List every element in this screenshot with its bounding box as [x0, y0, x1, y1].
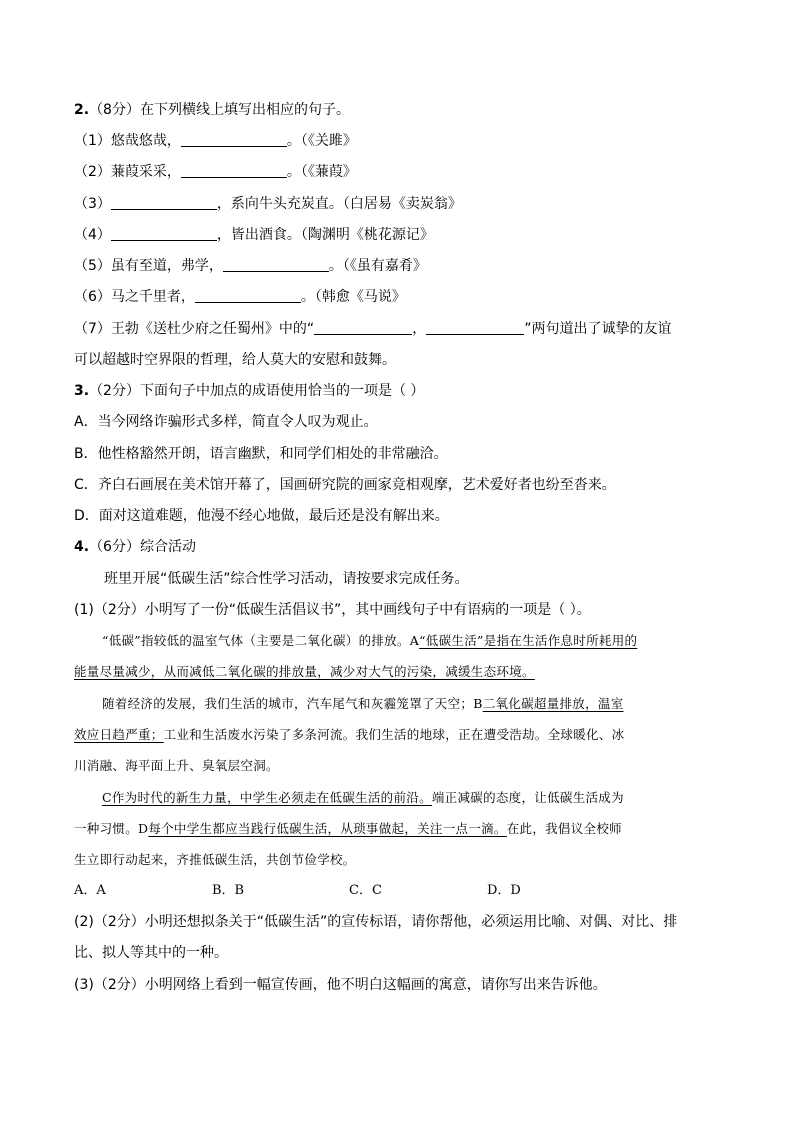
q3-option-a[interactable]: A．当今网络诈骗形式多样，简直令人叹为观止。 [74, 414, 378, 430]
q2-l3-post: ，系向牛头充炭直。（白居易《卖炭翁》 [216, 196, 462, 212]
q3-header [74, 382, 424, 400]
q2-header-text: （8分）在下列横线上填写出相应的句子。 [89, 102, 350, 118]
q4-sub-2-line2: 比、拟人等其中的一种。 [74, 945, 228, 961]
answer-blank[interactable] [314, 320, 412, 335]
passage-p1-line1 [102, 632, 637, 650]
answer-blank[interactable] [111, 195, 217, 210]
q3-option-d[interactable]: D．面对这道难题，他漫不经心地做，最后还是没有解出来。 [74, 508, 449, 524]
underlined-sentence-d: 每个中学生都应当践行低碳生活，从琐事做起，关注一点一滴。 [148, 821, 507, 836]
q2-l7-pre: 王勃《送杜少府之任蜀州》中的“ [110, 321, 315, 337]
q2-l2-pre: 蒹葭采采， [110, 164, 181, 180]
answer-blank[interactable] [426, 320, 524, 335]
q2-l5-post: 。（《虽有嘉肴》 [328, 258, 427, 274]
q2-line-2 [74, 163, 357, 181]
q4-header [74, 538, 196, 556]
q4-sub-2-line1: (2)（2分）小明还想拟条关于“低碳生活”的宣传标语，请你帮他，必须运用比喻、对偶、对比、排 [74, 914, 678, 930]
q4-sub-1: (1)（2分）小明写了一份“低碳生活倡议书”，其中画线句子中有语病的一项是（ ）。 [74, 602, 591, 618]
passage-text: 一种习惯。D [74, 821, 149, 836]
q2-l6-pre: 马之千里者， [110, 289, 195, 305]
q2-l7-num: （7） [74, 321, 111, 337]
q4-1-option-c[interactable]: C．C [349, 883, 382, 898]
q2-line-4 [74, 226, 434, 244]
q2-line-7-cont: 可以超越时空界限的哲理，给人莫大的安慰和鼓舞。 [74, 352, 396, 368]
q4-header-text: （6分）综合活动 [89, 539, 196, 555]
q2-line-6 [74, 288, 406, 306]
passage-text: 工业和生活废水污染了多条河流。我们生活的地球，正在遭受浩劫。全球暖化、冰 [163, 727, 625, 742]
q3-header-text: （2分）下面句子中加点的成语使用恰当的一项是（ ） [89, 383, 425, 399]
passage-text: 随着经济的发展，我们生活的城市，汽车尾气和灰霾笼罩了天空；B [102, 696, 483, 711]
q4-1-option-d[interactable]: D．D [487, 883, 521, 898]
q2-l1-post: 。（《关雎》 [286, 133, 357, 149]
answer-blank[interactable] [111, 226, 217, 241]
passage-p3-line2 [74, 820, 622, 838]
q2-line-5 [74, 257, 427, 275]
q4-1-option-b[interactable]: B．B [212, 883, 245, 898]
q2-line-3 [74, 195, 462, 213]
passage-text: 端正减碳的态度，让低碳生活成为 [431, 790, 624, 805]
passage-p2-line1 [102, 695, 624, 713]
answer-blank[interactable] [195, 288, 301, 303]
q4-sub-3: (3)（2分）小明网络上看到一幅宣传画，他不明白这幅画的寓意，请你写出来告诉他。 [74, 977, 607, 993]
q2-line-1 [74, 132, 357, 150]
q2-l3-num: （3） [74, 196, 111, 212]
passage-text: 在此，我倡议全校师 [506, 821, 622, 836]
q4-number: 4. [74, 539, 90, 555]
answer-blank[interactable] [181, 163, 287, 178]
passage-p3-line3: 生立即行动起来，齐推低碳生活，共创节俭学校。 [74, 852, 356, 867]
passage-p3-line1 [102, 789, 624, 807]
q4-intro: 班里开展“低碳生活”综合性学习活动，请按要求完成任务。 [104, 571, 469, 587]
q2-l2-num: （2） [74, 164, 111, 180]
q4-1-option-a[interactable]: A．A [74, 883, 106, 898]
q2-header [74, 101, 350, 119]
passage-text: “低碳”指较低的温室气体（主要是二氧化碳）的排放。A [102, 633, 420, 648]
q2-l5-pre: 虽有至道，弗学， [110, 258, 223, 274]
q2-l6-num: （6） [74, 289, 111, 305]
underlined-sentence-a: “低碳生活”是指在生活作息时所耗用的 [419, 633, 638, 648]
q2-l7-mid: ， [412, 321, 427, 337]
answer-blank[interactable] [223, 257, 329, 272]
q3-option-b[interactable]: B．他性格豁然开朗，语言幽默，和同学们相处的非常融洽。 [74, 446, 448, 462]
underlined-sentence-b: 二氧化碳超量排放，温室 [482, 696, 624, 711]
passage-p2-line2 [74, 726, 624, 744]
q2-l1-pre: 悠哉悠哉， [110, 133, 181, 149]
q2-line-7 [74, 320, 671, 338]
q3-option-c[interactable]: C．齐白石画展在美术馆开幕了，国画研究院的画家竞相观摩，艺术爱好者也纷至沓来。 [74, 477, 616, 493]
q2-l1-num: （1） [74, 133, 111, 149]
underlined-sentence-b-cont: 效应日趋严重； [74, 727, 164, 742]
passage-p2-line3: 川消融、海平面上升、臭氧层空洞。 [74, 758, 279, 773]
passage-p1-line2 [74, 663, 535, 681]
q2-l4-num: （4） [74, 227, 111, 243]
q2-l6-post: 。（韩愈《马说》 [300, 289, 406, 305]
answer-blank[interactable] [181, 132, 287, 147]
q2-l7-post: ”两句道出了诚挚的友谊 [524, 321, 672, 337]
q2-l5-num: （5） [74, 258, 111, 274]
underlined-sentence-a-cont: 能量尽量减少，从而减低二氧化碳的排放量，减少对大气的污染，减缓生态环境。 [74, 664, 535, 679]
q3-number: 3. [74, 383, 90, 399]
q2-l2-post: 。（《蒹葭》 [286, 164, 357, 180]
q2-l4-post: ，皆出酒食。（陶渊明《桃花源记》 [216, 227, 434, 243]
q2-number: 2. [74, 102, 90, 118]
underlined-sentence-c: C作为时代的新生力量，中学生必须走在低碳生活的前沿。 [102, 790, 432, 805]
